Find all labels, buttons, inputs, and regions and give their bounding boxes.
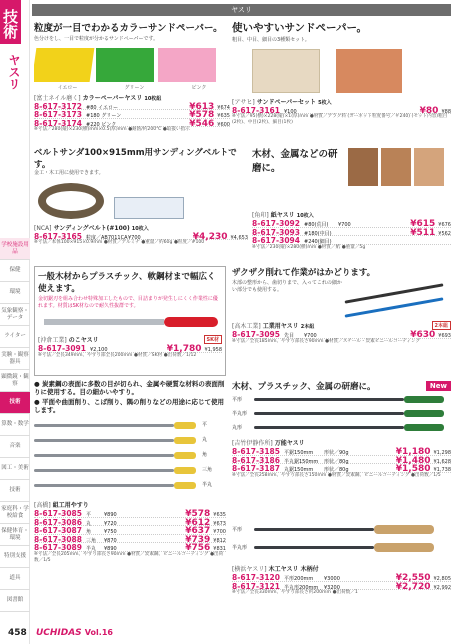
tax-price: ¥673 — [213, 520, 226, 527]
price: ¥578 — [185, 509, 211, 519]
sheet-back — [252, 49, 320, 93]
tax-price: ¥4,653 — [230, 234, 248, 241]
weight: 形状／80g — [324, 467, 349, 473]
file-handle — [404, 410, 444, 417]
product-code: 8-617-3173 — [34, 110, 82, 119]
table-row — [34, 509, 226, 518]
product-name — [38, 335, 222, 344]
product-code: 8-617-3094 — [252, 236, 300, 245]
yellow-sheet — [34, 48, 94, 82]
price: ¥630 — [410, 330, 436, 340]
product-title: サンディングベルト(#100) — [53, 224, 130, 232]
price: ¥2,550 — [395, 573, 431, 583]
product-title: 工業用ヤスリ — [262, 323, 299, 330]
maker-name: [富士ネイル磨く] — [34, 94, 81, 102]
tax-price: ¥635 — [213, 512, 226, 518]
sidebar-tab[interactable]: 実験・観察器具 — [0, 348, 30, 370]
product-code: 8-617-3161 — [232, 105, 280, 115]
maker-name: [横浜ヤスリ] — [232, 566, 267, 573]
grit: #180 グリーン — [86, 113, 122, 119]
product-photo — [38, 309, 222, 335]
product-note: ※寸法／全長349mm、やすり部全長200mm ●材質／SK材 ●出荷数／1/12 — [38, 352, 197, 358]
product-name — [232, 564, 451, 573]
unit-price: ¥720 — [104, 520, 117, 527]
product-note: ※寸法／280(縦)×230(横)mm×0.5(厚)mm ●耐熱/約200℃ ●取扱い指示 — [34, 127, 190, 132]
product-variant: 半丸鋸150mm — [284, 458, 319, 465]
product-photo — [232, 394, 451, 438]
product-code: 8-617-3085 — [34, 509, 82, 518]
product-code: 8-617-3095 — [232, 330, 280, 339]
unit-price: ¥890 — [104, 512, 117, 518]
file-handle — [174, 467, 196, 474]
bullet-1: ● 炭素鋼の表面に多数の目が切られ、金属や硬質な材料の表面削りに使用する。目の細かいやすり。 — [34, 380, 225, 396]
unit-price: ¥2,100 — [90, 347, 108, 353]
product-name — [252, 210, 451, 219]
bullet-text: 炭素鋼の表面に多数の目が切られ、金属や硬質な材料の表面削りに使用する。目の細かいやすり。 — [34, 380, 225, 396]
section-title: ザクザク削れて作業がはかどります。 — [232, 268, 376, 278]
shape-label: 平形 — [232, 527, 243, 533]
file-handle — [404, 424, 444, 431]
grit: #220 ピンク — [86, 121, 117, 128]
product-qty: 10枚入 — [296, 213, 314, 219]
maker-name: [アサヒ] — [232, 98, 255, 106]
section-title: 一般木材からプラスチック、軟鋼材まで幅広く使えます。 — [38, 272, 216, 294]
product-code: 8-617-3185 — [232, 447, 280, 456]
product-code: 8-617-3093 — [252, 227, 300, 237]
color-label: イエロー — [57, 84, 78, 91]
color-label: ピンク — [191, 84, 207, 91]
page-footer — [8, 628, 113, 638]
file-illustration — [254, 412, 404, 415]
product-qty: 5枚入 — [318, 99, 332, 106]
sheet-medium — [381, 148, 411, 186]
shape-label: 三角 — [202, 467, 213, 473]
price: ¥546 — [189, 118, 215, 129]
shape-label: 半丸形 — [232, 545, 248, 551]
table-row — [34, 102, 230, 111]
product-note: ※寸法／本体100×915×0.9mm ●材質／アルミナ ●重量／約60g ●粒度／#100 — [34, 240, 205, 245]
product-code: 8-617-3174 — [34, 118, 82, 128]
price: ¥1,780 — [166, 344, 202, 354]
price: ¥1,480 — [395, 455, 431, 466]
table-row — [252, 219, 451, 228]
product-code: 8-617-3092 — [252, 219, 300, 228]
color-label: グリーン — [124, 84, 145, 91]
table-row — [232, 106, 451, 115]
category-sidebar — [0, 0, 30, 644]
shape-label: 丸形 — [232, 425, 243, 431]
product-photo — [348, 146, 448, 192]
wood-file-section — [232, 520, 451, 620]
grit: 粒度／AB7011CA — [86, 234, 128, 241]
section-title: 粒度が一目でわかるカラーサンドペーパー。 — [34, 23, 223, 34]
sanding-belt-section — [34, 146, 248, 260]
tax-price: ¥1,298 — [433, 450, 451, 456]
weight: 形状／90g — [324, 450, 349, 456]
grit: #80 イエロー — [86, 104, 118, 111]
product-title: カラーペーパーヤスリ — [82, 94, 143, 102]
material-badge: SK材 — [204, 335, 222, 344]
product-title: のこヤスリ — [68, 337, 99, 344]
price: ¥511 — [410, 227, 436, 238]
wooden-handle — [374, 543, 434, 552]
product-note: ※寸法／230(縦)×280(横)mm ●材質／紙 ●重量／5g — [252, 244, 366, 250]
product-title: サンドペーパーセット — [256, 98, 317, 106]
product-photo — [34, 46, 230, 84]
file-illustration — [254, 398, 404, 401]
page-number: 458 — [8, 628, 27, 638]
blade-image — [44, 319, 164, 325]
category-tabs — [0, 238, 30, 612]
product-code: 8-617-3089 — [34, 543, 82, 552]
section-desc: 色分けをし、一目で粒度が分かるサンドペーパーです。 — [34, 36, 159, 42]
sidebar-tab[interactable]: 顕微鏡・観察 — [0, 370, 30, 392]
product-code: 8-617-3088 — [34, 534, 82, 544]
maker-name: [吉竹伊静作所] — [232, 440, 273, 447]
tax-price: ¥700 — [213, 529, 226, 535]
table-row — [232, 464, 451, 473]
file-handle — [404, 396, 444, 403]
section-desc: 木部の整形から、歯切りまで、入ってこれの細かい部分でも使用する。 — [232, 280, 342, 293]
price-table — [232, 447, 451, 473]
shape-label: 角 — [202, 452, 208, 458]
sidebar-tab[interactable]: ライター — [0, 326, 30, 348]
table-row — [34, 526, 226, 535]
industrial-file-section — [232, 266, 451, 376]
price: ¥1,580 — [395, 464, 431, 474]
file-handle — [174, 422, 196, 429]
file-handle — [174, 437, 196, 444]
sidebar-tab[interactable]: 学校施設用品 — [0, 238, 30, 260]
shape-label: 丸 — [202, 437, 208, 443]
product-name — [232, 97, 451, 106]
shape-label: 平形 — [232, 397, 243, 403]
price: ¥615 — [410, 219, 436, 229]
sidebar-tab[interactable]: 技術 — [0, 392, 30, 414]
table-row — [38, 344, 222, 353]
product-note: ※寸法／全長330mm、やすり部長さ約200mm ●出荷数／1 — [232, 590, 358, 595]
file-illustration — [34, 439, 174, 442]
product-note: ※寸法／全長185mm、やすり部長さ90mm ●材質／スチール・炭素ビニールコーティング — [232, 338, 421, 344]
shape-label: 平 — [202, 422, 208, 428]
sidebar-tab[interactable]: 音楽 — [0, 436, 30, 458]
product-name — [34, 500, 226, 509]
weight: ¥3200 — [324, 584, 340, 591]
sidebar-tab[interactable]: 環境 — [0, 282, 30, 304]
product-name — [232, 321, 451, 330]
price-table — [34, 102, 230, 128]
section-title: ベルトサンダ100×915mm用サンディングベルトです。 — [34, 148, 237, 170]
product-variant: 丸鋸150mm — [284, 467, 314, 473]
assembly-file-section — [34, 380, 226, 618]
file-illustration — [34, 454, 174, 457]
product-photo — [344, 282, 448, 322]
unit-price: ¥870 — [104, 537, 117, 544]
weight: 形状／80g — [324, 458, 349, 465]
file-handle — [174, 452, 196, 459]
tax-price: ¥674 — [217, 104, 230, 111]
pink-sheet — [158, 48, 216, 82]
product-qty: 2本組 — [300, 324, 315, 330]
handle-image — [164, 317, 218, 327]
shape-label: 半丸 — [202, 482, 213, 488]
sidebar-tab[interactable]: 保健 — [0, 260, 30, 282]
product-variant: 半丸形200mm — [284, 584, 319, 591]
section-title: 木材、プラスチック、金属の研磨に。 — [232, 382, 376, 392]
sidebar-tab[interactable]: 道具 — [0, 568, 30, 590]
table-row — [34, 543, 226, 552]
table-row — [34, 232, 248, 241]
table-row — [34, 535, 226, 544]
unit-price: ¥700 — [304, 333, 317, 339]
table-row — [232, 447, 451, 456]
sidebar-tab[interactable]: 図工・美術 — [0, 458, 30, 480]
tax-price: ¥1,958 — [204, 347, 222, 353]
price: ¥756 — [185, 543, 211, 553]
section-title: 使いやすいサンドペーパー。 — [232, 22, 368, 34]
price-table — [34, 509, 226, 552]
table-row — [252, 228, 451, 237]
section-desc: 金切鋸刃を組み合わせ特殊加工したもので、目詰まりが発生しにくく作業性に優れます。材質はSK材なので耐久性抜群です。 — [38, 296, 218, 309]
section-desc: 粗目、中目、細目の3種類セット。 — [232, 37, 310, 43]
catalog-brand: UCHIDAS — [35, 628, 82, 638]
color-sandpaper-section — [34, 20, 230, 142]
table-row — [34, 119, 230, 128]
shape: 平 — [86, 512, 92, 518]
price: ¥637 — [185, 526, 211, 536]
product-code: 8-617-3165 — [34, 231, 82, 241]
product-title: 万能ヤスリ — [274, 440, 305, 447]
file-illustration — [34, 469, 174, 472]
file-illustration — [34, 484, 174, 487]
product-code: 8-617-3186 — [232, 455, 280, 465]
set-badge: 2本組 — [432, 321, 451, 330]
sidebar-tab[interactable]: 家庭科・学校給食 — [0, 502, 30, 524]
sidebar-tab[interactable]: 図書館 — [0, 590, 30, 612]
category-title: 技術 — [0, 0, 21, 44]
belt-image — [38, 183, 104, 219]
shape-label: 半丸形 — [232, 411, 248, 417]
product-photo — [34, 418, 226, 498]
product-name — [34, 93, 230, 102]
file-illustration — [254, 426, 404, 429]
price: ¥578 — [189, 110, 215, 120]
tax-price: ¥635 — [217, 113, 230, 119]
tax-price: ¥812 — [213, 537, 226, 544]
tax-price: ¥693 — [438, 333, 451, 339]
sheet-fine — [414, 148, 444, 186]
product-code: 8-617-3120 — [232, 573, 280, 582]
product-name — [232, 438, 451, 447]
color-labels — [34, 84, 230, 91]
table-row — [232, 582, 451, 591]
price: ¥80 — [419, 105, 439, 116]
maker-name: [高木工業] — [232, 323, 261, 330]
price: ¥612 — [185, 517, 211, 528]
grit: #240(細目) — [304, 239, 332, 245]
unit-price: ¥700 — [128, 234, 141, 241]
product-variant: 平形200mm — [284, 576, 314, 582]
tax-price: ¥600 — [217, 121, 230, 128]
package-image — [114, 197, 184, 219]
maker-name: [高橋] — [34, 502, 51, 509]
product-code: 8-617-3187 — [232, 464, 280, 473]
price-table — [232, 573, 451, 590]
unit-price: ¥890 — [104, 546, 117, 552]
product-photo — [232, 47, 451, 95]
product-title: 木工ヤスリ 木柄付 — [268, 566, 319, 573]
sidebar-tab[interactable]: 算数・数学 — [0, 414, 30, 436]
price: ¥1,180 — [395, 447, 431, 457]
grit: 先目 — [284, 333, 295, 339]
price: ¥2,720 — [395, 581, 431, 592]
product-note: ※寸法／95(横)×228(縦)×1(厚)mm ●材質／アラク料 (ガーネット粒度番号／＃240) (セット内容)粗目(2枚)、中目(2枚)、細目(1枚) — [232, 114, 448, 125]
bullet-text: 平面や曲面削り、こば削り、隅の削りなどの用途に応じて使用します。 — [34, 398, 224, 414]
shape: 丸 — [86, 520, 92, 527]
product-note: ※寸法／全長205mm、やすり部長さ90mm ●材質／炭素鋼、ビニールコーティング ●出荷数／1/5 — [34, 551, 224, 563]
table-row — [232, 573, 451, 582]
product-code: 8-617-3172 — [34, 101, 82, 111]
maker-name: [沖倉工業] — [38, 337, 67, 344]
tax-price: ¥2,805 — [433, 576, 451, 582]
product-name — [34, 223, 248, 232]
saw-file-section — [34, 266, 226, 376]
tax-price: ¥1,628 — [433, 458, 451, 465]
product-photo — [232, 520, 451, 564]
tax-price: ¥562 — [438, 230, 451, 237]
sidebar-tab[interactable]: 保健体育・環境 — [0, 524, 30, 546]
product-photo — [34, 179, 248, 223]
bullet-2: ● 平面や曲面削り、こば削り、隅の削りなどの用途に応じて使用します。 — [34, 398, 224, 414]
wooden-handle — [374, 525, 434, 534]
paper-file-section — [252, 146, 451, 260]
multi-file-section — [232, 380, 451, 518]
product-code: 8-617-3091 — [38, 344, 86, 353]
tax-price: ¥1,738 — [433, 467, 451, 473]
section-band: ヤスリ — [32, 4, 451, 16]
shape: 角 — [86, 529, 92, 535]
tax-price: ¥676 — [438, 222, 451, 228]
new-badge: New — [426, 381, 451, 391]
unit-price: ¥750 — [104, 529, 117, 535]
table-row — [34, 518, 226, 527]
weight: ¥3000 — [324, 576, 340, 582]
sidebar-tab[interactable]: 気象観察・データ — [0, 304, 30, 326]
tax-price: ¥831 — [213, 546, 226, 552]
maker-name: [NCA] — [34, 224, 52, 232]
price: ¥4,230 — [192, 231, 228, 242]
product-qty: 10枚組 — [144, 95, 162, 102]
price: ¥739 — [185, 534, 211, 545]
table-row — [232, 456, 451, 465]
table-row — [34, 110, 230, 119]
sandpaper-set-section — [232, 20, 451, 142]
price-table — [252, 219, 451, 245]
shape: 半丸 — [86, 546, 97, 552]
grit: #80(荒目) — [304, 222, 329, 228]
price: ¥613 — [189, 101, 215, 112]
file-illustration — [34, 424, 174, 427]
subcategory-title: ヤスリ — [7, 54, 21, 90]
product-variant: 平鋸150mm — [284, 450, 314, 456]
file-handle — [174, 482, 196, 489]
sheet-front — [336, 49, 402, 93]
product-code: 8-617-3086 — [34, 517, 82, 527]
section-title: 木材、金属などの研磨に。 — [252, 149, 338, 174]
sheet-coarse — [348, 148, 378, 186]
unit-price: ¥100 — [284, 108, 297, 115]
product-title: 紙ヤスリ — [270, 212, 295, 219]
product-title: 組工用やすり — [52, 502, 89, 509]
table-row — [232, 330, 451, 339]
maker-name: [角印] — [252, 212, 269, 219]
green-sheet — [96, 48, 154, 82]
sidebar-tab[interactable]: 技術 — [0, 480, 30, 502]
shape: 三角 — [86, 537, 97, 544]
grit: #180(中目) — [304, 230, 332, 237]
section-desc: 金工・木工用に使用できます。 — [34, 170, 104, 176]
product-code: 8-617-3087 — [34, 526, 82, 535]
product-code: 8-617-3121 — [232, 581, 280, 591]
file-illustration — [254, 528, 374, 531]
sidebar-tab[interactable]: 特別支援 — [0, 546, 30, 568]
product-note: ※寸法／全長258mm、やすり部長さ150mm ●材質／炭素鋼、ビニールコーティング ●出荷数／1/5 — [232, 472, 441, 478]
tax-price: ¥88 — [441, 108, 451, 115]
tax-price: ¥2,992 — [433, 584, 451, 591]
product-qty: 10枚入 — [131, 225, 149, 232]
file-illustration — [254, 546, 374, 549]
unit-price: ¥700 — [338, 222, 351, 228]
catalog-volume: Vol.16 — [84, 628, 113, 637]
